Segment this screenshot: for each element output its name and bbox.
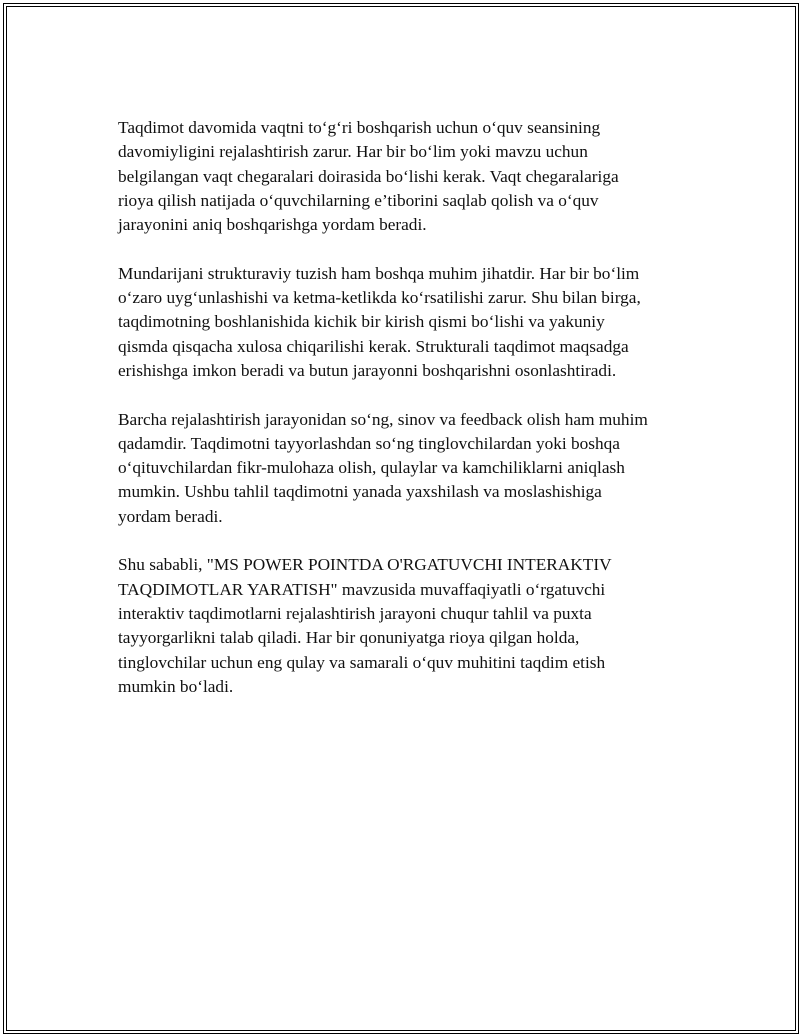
text-line: Shu sababli, "MS POWER POINTDA O'RGATUVCHI INTERAKTIV — [118, 555, 612, 575]
paragraph-feedback — [118, 408, 708, 529]
text-line: erishishga imkon beradi va butun jarayonni boshqarishni osonlashtiradi. — [118, 360, 617, 380]
document-body — [118, 116, 708, 723]
text-line: mumkin bo‘ladi. — [118, 676, 234, 696]
text-line: Taqdimot davomida vaqtni to‘g‘ri boshqarish uchun o‘quv seansining — [118, 118, 601, 137]
text-line: taqdimotning boshlanishida kichik bir kirish qismi bo‘lishi va yakuniy — [118, 312, 605, 332]
paragraph-time-management — [118, 116, 708, 237]
paragraph-structure — [118, 262, 708, 383]
paragraph-conclusion — [118, 553, 708, 699]
text-line: tayyorgarlikni talab qiladi. Har bir qonuniyatga rioya qilgan holda, — [118, 628, 580, 648]
text-line: qismda qisqacha xulosa chiqarilishi kerak. Strukturali taqdimot maqsadga — [118, 336, 629, 356]
text-line: mumkin. Ushbu tahlil taqdimotni yanada yaxshilash va moslashishiga — [118, 482, 602, 502]
text-line: rioya qilish natijada o‘quvchilarning e’tiborini saqlab qolish va o‘quv — [118, 190, 599, 210]
text-line: jarayonini aniq boshqarishga yordam beradi. — [118, 215, 427, 235]
text-line: belgilangan vaqt chegaralari doirasida bo‘lishi kerak. Vaqt chegaralariga — [118, 166, 619, 186]
text-line: o‘qituvchilardan fikr-mulohaza olish, qulaylar va kamchiliklarni aniqlash — [118, 458, 625, 478]
text-line: interaktiv taqdimotlarni rejalashtirish jarayoni chuqur tahlil va puxta — [118, 603, 592, 623]
text-line: qadamdir. Taqdimotni tayyorlashdan so‘ng tinglovchilardan yoki boshqa — [118, 433, 620, 453]
text-line: tinglovchilar uchun eng qulay va samarali o‘quv muhitini taqdim etish — [118, 652, 606, 672]
text-line: yordam beradi. — [118, 506, 223, 526]
text-line: Mundarijani strukturaviy tuzish ham boshqa muhim jihatdir. Har bir bo‘lim — [118, 263, 640, 283]
text-line: Barcha rejalashtirish jarayonidan so‘ng, sinov va feedback olish ham muhim — [118, 409, 648, 429]
text-line: o‘zaro uyg‘unlashishi va ketma-ketlikda ko‘rsatilishi zarur. Shu bilan birga, — [118, 288, 641, 308]
text-line: davomiyligini rejalashtirish zarur. Har bir bo‘lim yoki mavzu uchun — [118, 142, 588, 162]
text-line: TAQDIMOTLAR YARATISH" mavzusida muvaffaqiyatli o‘rgatuvchi — [118, 579, 606, 599]
